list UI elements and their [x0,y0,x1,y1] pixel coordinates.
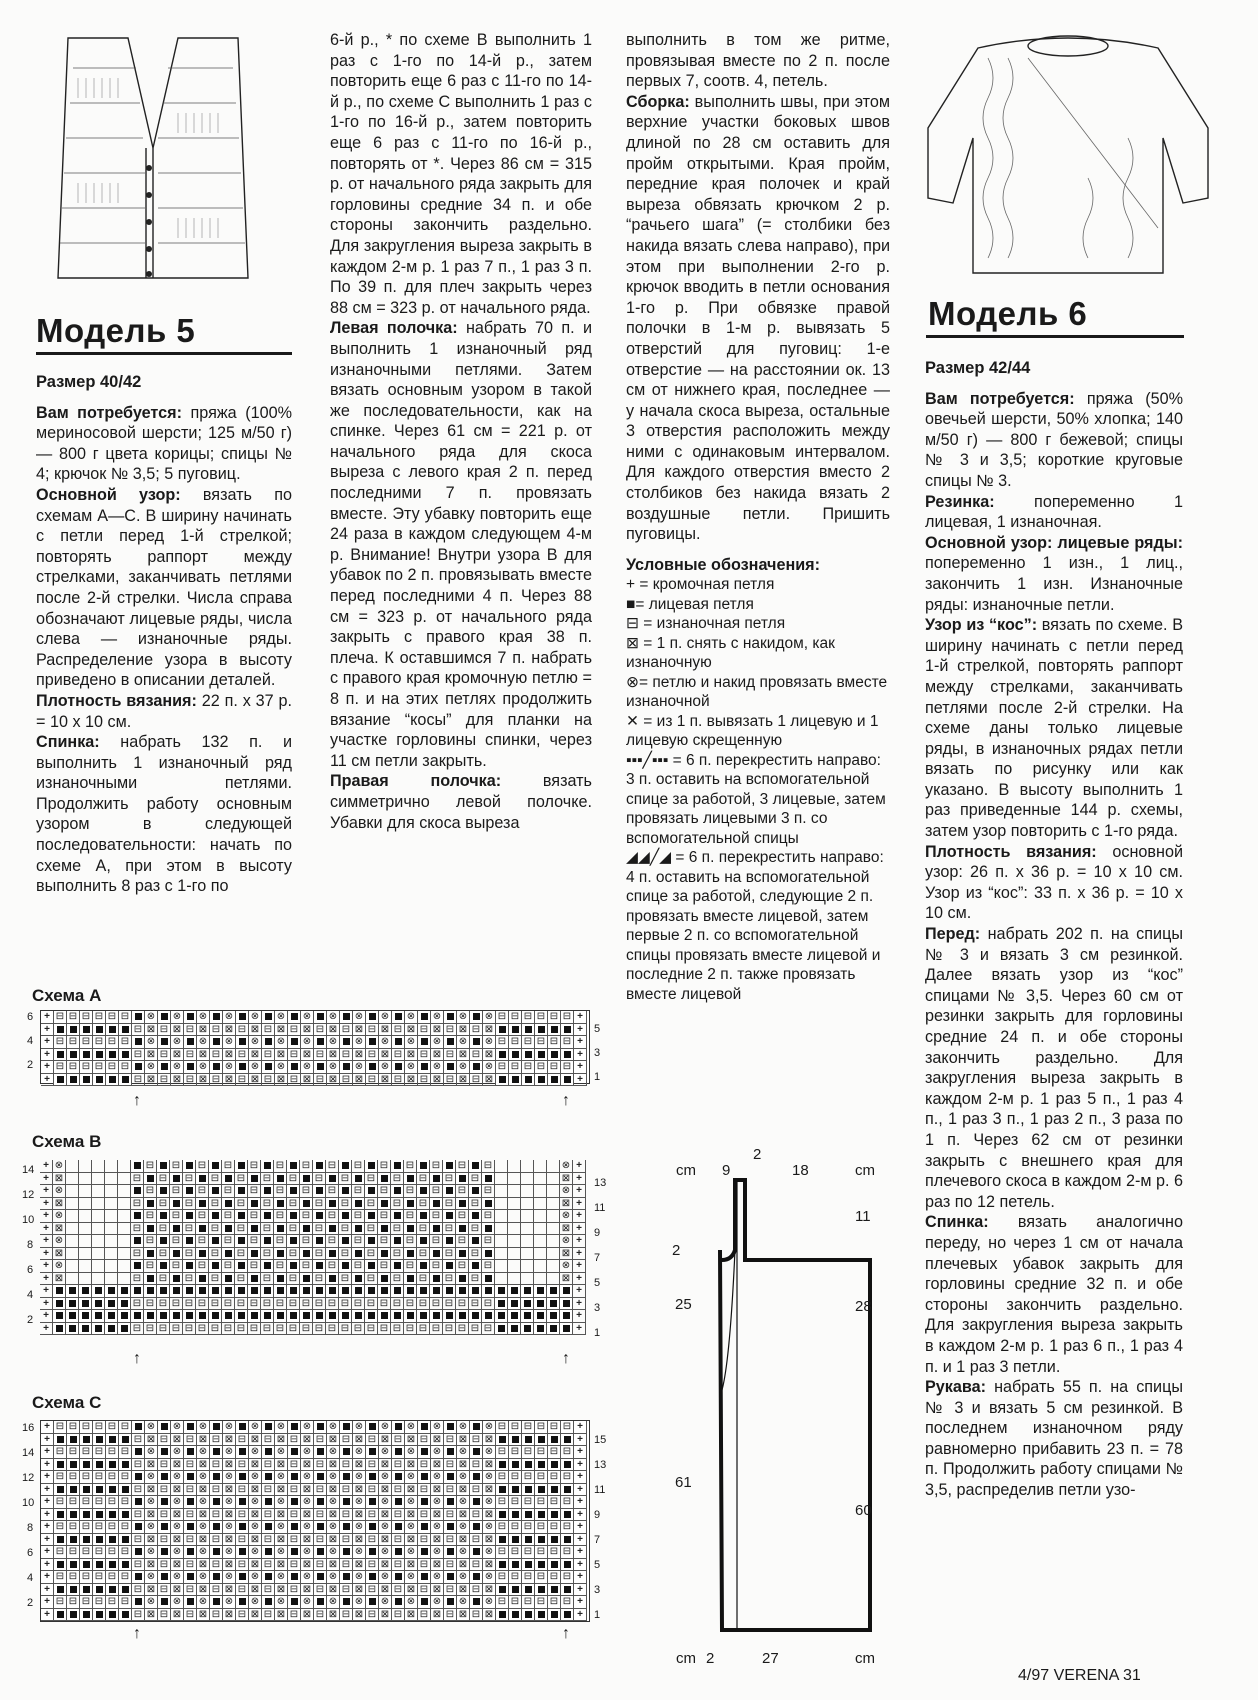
model5-back-continued: 6-й р., * по схеме В выполнить 1 раз с 1-го по 14-й р., затем повторить еще 6 раз с 11-го по 14-й р., по схеме С выполнить 1 раз с 1-го по 16-й р., затем повторить еще 6 раз с 11-го по 16-й р., повторять от *. Через 86 см = 315 р. от начального ряда закрыть для горловины средние 34 п. и обе стороны закончить раздельно. Для закругления выреза закрыть в каждом 2-м р. 1 раз 7 п., 1 раз 3 п. По 39 п. для плеч закрыть через 88 см = 323 р. от начального ряда. [330,31,592,317]
dim-unit-bottom-left: cm [676,1650,696,1667]
legend-title: Условные обозначения: [626,555,821,574]
row-number: 4 [27,1572,34,1584]
model6-cable-pattern: Узор из “кос”: вязать по схеме. В ширину начинать с петли перед 1-й стрелкой, повторять раппорт между стрелками, заканчивать петлями после 2-й стрелки. На схеме даны только лицевые ряды, в изнаночных рядах петли вязать по рисунку или как указано. В высоту выполнить 1 раз приведенные 144 р. схемы, затем узор повторить с 1-го ряда. [925,616,1183,841]
repeat-start-arrow-icon: ↑ [133,1625,141,1642]
model6-back: Спинка: вязать аналогично переду, но через 1 см от начала плечевых убавок закрыть для горловины средние 32 п. и обе стороны закончить раздельно. Для закругления выреза закрыть в каждом 2-м р. 1 раз 6 п., 1 раз 4 п. и 1 раз 3 петли. [925,1213,1183,1376]
row-number: 12 [22,1189,35,1201]
row-number: 11 [594,1202,606,1214]
cardigan-illustration [28,28,278,288]
edge-stitch-icon: + [626,576,636,594]
stitch-grid [41,1421,589,1621]
model5-assembly: Сборка: выполнить швы, при этом верхние участки боковых швов длиной по 28 см оставить для пройм открытыми. Края пройм, передние края полочек и край выреза обвязать крючком 2 р. “рачьего шага” (= столбики без накида вязать слева направо), при этом при выполнении 2-го р. крючок вводить в петли основания 1-го р. При обвязке правой полочки в 1-м р. вывязать 5 отверстий для пуговиц: 1-е отверстие — на расстоянии ок. 13 см от нижнего края, последнее — у начала скоса выреза, остальные 3 отверстия расположить между ними с одинаковым интервалом. Для каждого отверстия вместо 2 столбиков без накида вязать 2 воздушные петли. Пришить пуговицы. [626,92,890,544]
row-number: 3 [594,1047,601,1059]
row-number: 1 [594,1071,601,1083]
schema-c-label: Схема С [32,1393,102,1412]
model5-gauge: Плотность вязания: 22 п. х 37 р. = 10 х 10 см. [36,691,293,731]
knit-stitch-icon: ■ [626,595,636,613]
slip-yarnover-icon: ⊠ [626,634,639,652]
model5-materials: Вам потребуется: пряжа (100% мериносовой шерсти; 125 м/50 г) — 800 г цвета корицы; спицы № 4; крючок № 3,5; 5 пуговиц. [36,403,292,484]
model5-right-front-continued: выполнить в том же ритме, провязывая вместе по 2 п. после первых 7, соотв. 4, петель. [626,31,890,91]
model5-back: Спинка: набрать 132 п. и выполнить 1 изнаночный ряд изнаночными петлями. Продолжить работу основным узором в следующей последовательности: начать по схеме А, при этом в высоту выполнить 8 раз с 1-го по [36,733,292,896]
repeat-end-arrow-icon: ↑ [562,1350,570,1367]
model6-materials: Вам потребуется: пряжа (50% овечьей шерсти, 50% хлопка; 140 м/50 г) — 800 г бежевой; спицы № 3 и 3,5; короткие круговые спицы № 3. [925,389,1183,490]
row-number: 6 [27,1547,34,1559]
schema-b-chart [40,1160,588,1340]
dim-bottom-2: 2 [706,1650,715,1667]
increase-icon: ✕ [626,712,639,730]
repeat-end-arrow-icon: ↑ [562,1092,570,1109]
row-number: 1 [594,1327,601,1339]
dim-left-61: 61 [675,1474,692,1491]
row-number: 6 [27,1011,34,1023]
row-number: 9 [594,1509,601,1521]
dim-right-28: 28 [855,1298,872,1315]
dim-top-18: 18 [792,1162,809,1179]
dim-left-2: 2 [672,1242,681,1259]
legend-item: ▪▪▪╱▪▪▪ = 6 п. перекрестить направо: 3 п. оставить на вспомогательной спице за работой, 3 лицевые, затем провязать лицевыми 3 п. со вспомогательной спицы [626,751,886,847]
row-number: 15 [594,1434,607,1446]
dim-unit-top-right: cm [855,1162,875,1179]
dim-unit-bottom-right: cm [855,1650,875,1667]
page-footer: 4/97 VERENA 31 [1018,1667,1141,1684]
model6-sleeves: Рукава: набрать 55 п. на спицы № 3 и вязать 5 см резинкой. В последнем изнаночном ряду равномерно прибавить 23 п. = 78 п. Продолжить работу спицами № 3,5, распределив петли узо- [925,1378,1183,1500]
row-number: 14 [22,1447,35,1459]
row-number: 4 [27,1289,34,1301]
schema-c-chart [40,1420,590,1622]
pattern-schematic [660,1160,900,1640]
schema-a-chart [40,1010,590,1084]
dim-left-25: 25 [675,1296,692,1313]
schema-b-label: Схема В [32,1132,102,1151]
row-number: 5 [594,1277,601,1289]
row-number: 5 [594,1023,601,1035]
model5-title: Модель 5 [36,312,196,349]
row-number: 1 [594,1609,601,1621]
row-number: 2 [27,1314,34,1326]
model5-divider [36,352,292,355]
row-number: 8 [27,1522,34,1534]
row-number: 2 [27,1597,34,1609]
model5-column-1 [36,372,292,897]
dim-unit-top-left: cm [676,1162,696,1179]
model6-gauge: Плотность вязания: основной узор: 26 п. х 36 р. = 10 х 10 см. Узор из “кос”: 33 п. х 36 р. = 10 х 10 см. [925,842,1183,923]
row-number: 3 [594,1302,601,1314]
row-number: 14 [22,1164,35,1176]
row-number: 13 [594,1177,607,1189]
row-number: 8 [27,1239,34,1251]
dim-top-9: 9 [722,1162,731,1179]
model6-main-pattern: Основной узор: лицевые ряды: попеременно 1 изн., 1 лиц., закончить 1 изн. Изнаночные ряды: изнаночные петли. [925,533,1183,614]
model6-front: Перед: набрать 202 п. на спицы № 3 и вязать 3 см резинкой. Далее вязать узор из “кос” спицами № 3,5. Через 60 см от резинки закрыть для горловины средние 24 п. и обе стороны закончить раздельно. Для закругления выреза закрыть в каждом 2-м р. 1 раз 5 п., 1 раз 4 п., 1 раз 3 п., 1 раз 2 п., 3 раза по 1 п. Через 62 см от резинки закрыть с внешнего края для плечевого скоса в каждом 2-м р. 6 раз по 12 петель. [925,925,1183,1211]
row-number: 2 [27,1059,34,1071]
model5-size: Размер 40/42 [36,373,142,391]
repeat-end-arrow-icon: ↑ [562,1625,570,1642]
sweater-illustration [908,28,1228,278]
model5-column-3 [626,30,890,1004]
cable-6-decrease-icon: ◢◢╱◢ [626,849,672,867]
row-number: 6 [27,1264,34,1276]
row-number: 12 [22,1472,35,1484]
schema-a-label: Схема А [32,986,102,1005]
model6-column [925,358,1183,1501]
dim-bottom-27: 27 [762,1650,779,1667]
legend-item: ◢◢╱◢ = 6 п. перекрестить направо: 4 п. оставить на вспомогательной спице за работой, следующие 2 п. провязать вместе лицевой, затем первые 2 п. со вспомогательной спицы провязать вместе лицевой и последние 2 п. также провязать вместе лицевой [626,849,884,1003]
dim-right-11: 11 [855,1208,871,1225]
repeat-start-arrow-icon: ↑ [133,1350,141,1367]
model6-title: Модель 6 [928,295,1088,332]
row-number: 11 [594,1484,606,1496]
model6-size: Размер 42/44 [925,359,1031,377]
model5-right-front: Правая полочка: вязать симметрично левой полочке. Убавки для скоса выреза [330,772,592,832]
legend-item: + = кромочная петля [626,576,775,594]
repeat-start-arrow-icon: ↑ [133,1092,141,1109]
model6-divider [926,335,1184,338]
model5-main-pattern: Основной узор: вязать по схемам А—С. В ширину начинать с петли перед 1-й стрелкой; повторять раппорт между стрелками, заканчивать петлями после 2-й стрелки. Числа справа обозначают лицевые ряды, числа слева — изнаночные ряды. Распределение узора в высоту приведено в описании деталей. [36,485,292,690]
row-number: 10 [22,1214,35,1226]
row-number: 13 [594,1459,607,1471]
row-number: 7 [594,1534,601,1546]
stitch-grid [41,1011,589,1086]
row-number: 7 [594,1252,601,1264]
dim-right-60: 60 [855,1502,872,1519]
legend-item: ✕ = из 1 п. вывязать 1 лицевую и 1 лицевую скрещенную [626,712,879,750]
model5-column-2 [330,30,592,833]
stitch-grid [40,1160,588,1335]
legend-item: ⊗= петлю и накид провязать вместе изнаночной [626,673,888,711]
legend-item: ⊠ = 1 п. снять с накидом, как изнаночную [626,634,835,672]
purl-together-icon: ⊗ [626,673,639,691]
dim-top-2: 2 [753,1146,762,1163]
model5-left-front: Левая полочка: набрать 70 п. и выполнить 1 изнаночный ряд изнаночными петлями. Затем вязать основным узором в такой же последовательности, как на спинке. Через 61 см = 221 р. от начального ряда для скоса выреза с левого края 2 п. перед последними 7 п. провязать вместе. Эту убавку повторить еще 24 раза в каждом следующем 4-м р. Внимание! Внутри узора В для убавок по 2 п. провязывать вместе перед последними 4 п. Через 88 см = 323 р. от начального ряда закрыть с правого края 38 п. плеча. К оставшимся 7 п. набрать с правого края кромочную петлю = 8 п. и на этих петлях продолжить вязание “косы” для планки на участке горловины спинки, через 11 см петли закрыть. [330,319,593,770]
legend [626,575,890,1004]
cable-6-right-icon: ▪▪▪╱▪▪▪ [626,751,669,769]
row-number: 4 [27,1035,34,1047]
row-number: 16 [22,1422,35,1434]
legend-item: ■= лицевая петля [626,595,754,613]
row-number: 9 [594,1227,601,1239]
row-number: 10 [22,1497,35,1509]
model6-rib: Резинка: попеременно 1 лицевая, 1 изнаночная. [925,492,1183,532]
purl-stitch-icon: ⊟ [626,615,639,633]
legend-item: ⊟ = изнаночная петля [626,615,786,633]
row-number: 3 [594,1584,601,1596]
row-number: 5 [594,1559,601,1571]
